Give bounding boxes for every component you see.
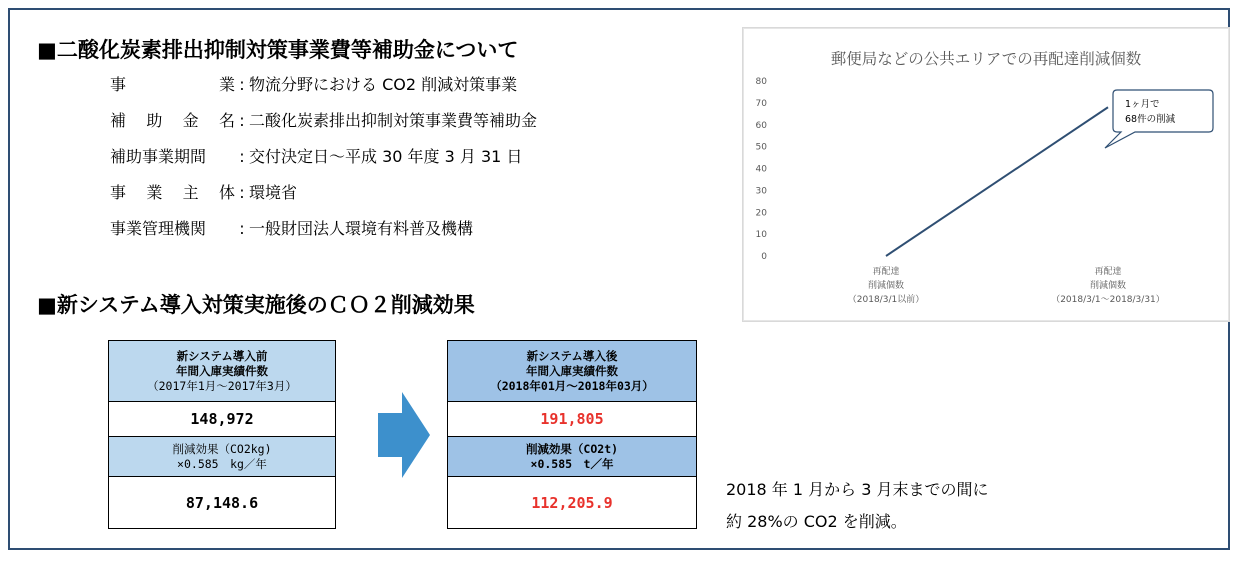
series-line — [886, 107, 1108, 256]
x-tick-label: 削減個数 — [867, 281, 905, 291]
x-tick-label: 削減個数 — [1089, 281, 1127, 291]
info-label-business: 事 業 — [110, 75, 235, 94]
info-label-period: 補助事業期間 — [110, 147, 207, 166]
before-effect-label: 削減効果（CO2kg) ×0.585 kg／年 — [109, 437, 336, 477]
info-value-admin: 一般財団法人環境有料普及機構 — [249, 219, 474, 238]
x-tick-label: （2018/3/1以前） — [847, 295, 925, 305]
info-value-business: 物流分野における CO2 削減対策事業 — [249, 75, 518, 94]
info-row-subsidy-name: 補 助 金 名 : 二酸化炭素排出抑制対策事業費等補助金 — [110, 103, 537, 139]
before-header: 新システム導入前 年間入庫実績件数 （2017年1月～2017年3月） — [109, 341, 336, 402]
info-value-subsidy-name: 二酸化炭素排出抑制対策事業費等補助金 — [249, 111, 538, 130]
info-label-admin: 事業管理機関 — [110, 219, 207, 238]
annotation-callout — [1105, 90, 1213, 148]
info-row-entity: 事 業 主 体 : 環境省 — [110, 175, 537, 211]
before-table — [108, 340, 336, 529]
subsidy-section-title: ■二酸化炭素排出抑制対策事業費等補助金について — [37, 38, 519, 62]
info-row-period: 補助事業期間 : 交付決定日～平成 30 年度 3 月 31 日 — [110, 139, 537, 175]
x-tick-label: （2018/3/1～2018/3/31） — [1051, 295, 1165, 305]
annotation-line-1: 1ヶ月で — [1125, 99, 1160, 110]
y-tick-label: 60 — [755, 120, 767, 131]
after-header: 新システム導入後 年間入庫実績件数 （2018年01月～2018年03月） — [448, 341, 697, 402]
y-tick-label: 40 — [755, 164, 767, 175]
info-value-entity: 環境省 — [249, 183, 298, 202]
x-tick-label: 再配達 — [1094, 267, 1122, 277]
info-row-business: 事 業 : 物流分野における CO2 削減対策事業 — [110, 67, 537, 103]
y-tick-label: 50 — [755, 142, 767, 153]
co2-section-title: ■新システム導入対策実施後のＣＯ２削減効果 — [37, 293, 475, 317]
info-row-admin: 事業管理機関 : 一般財団法人環境有料普及機構 — [110, 211, 537, 247]
annotation-line-2: 68件の削減 — [1125, 114, 1176, 125]
y-tick-label: 70 — [755, 98, 767, 109]
before-count: 148,972 — [109, 402, 336, 437]
subsidy-info-list — [110, 67, 537, 247]
y-tick-label: 0 — [761, 252, 767, 262]
after-count: 191,805 — [448, 402, 697, 437]
redelivery-chart — [742, 27, 1230, 322]
summary-text: 2018 年 1 月から 3 月末までの間に 約 28%の CO2 を削減。 — [726, 480, 989, 531]
x-tick-label: 再配達 — [872, 267, 900, 277]
y-tick-label: 20 — [755, 208, 767, 219]
info-value-period: 交付決定日～平成 30 年度 3 月 31 日 — [249, 147, 523, 166]
before-effect-value: 87,148.6 — [109, 477, 336, 529]
info-label-entity: 事 業 主 体 — [110, 183, 235, 202]
after-effect-value: 112,205.9 — [448, 477, 697, 529]
info-label-subsidy-name: 補 助 金 名 — [110, 111, 235, 130]
after-table — [447, 340, 697, 529]
after-effect-label: 削減効果（CO2t) ×0.585 t／年 — [448, 437, 697, 477]
y-tick-label: 80 — [755, 77, 767, 87]
chart-title: 郵便局などの公共エリアでの再配達削減個数 — [830, 50, 1142, 68]
y-tick-label: 10 — [755, 230, 767, 241]
y-tick-label: 30 — [755, 186, 767, 197]
chart-svg — [743, 28, 1229, 321]
right-arrow-icon — [378, 392, 430, 478]
